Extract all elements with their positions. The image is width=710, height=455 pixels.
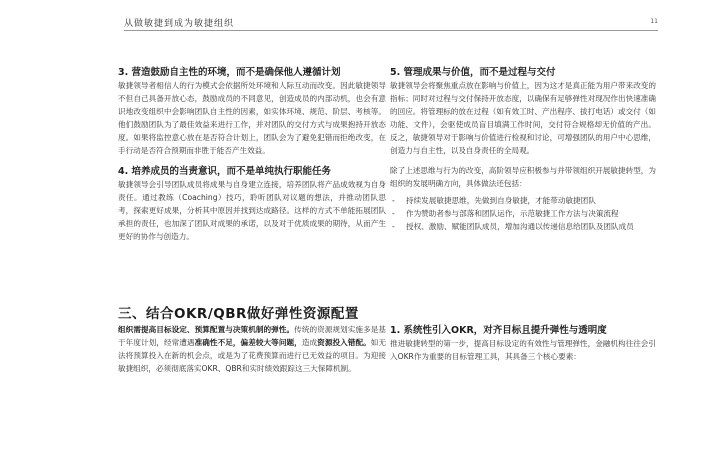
bottom-left-column <box>118 324 386 376</box>
lead-bold-3: 资源投入错配。 <box>317 337 371 347</box>
section-3-heading: 3. 营造鼓励自主性的环境，而不是确保他人遵循计划 <box>118 67 341 78</box>
chapter-heading: 三、结合OKR/QBR做好弹性资源配置 <box>118 306 359 322</box>
lead-text-1: 传统的资源规划实施多是基于年度计划，经常遭遇 <box>118 325 386 347</box>
okr-body: 推进敏捷转型的第一步，提高目标设定的有效性与管理弹性，金融机构往往会引入OKR作为重要的目标管理工具，其具备三个核心要素： <box>390 339 656 361</box>
okr-heading: 1. 系统性引入OKR，对齐目标且提升弹性与透明度 <box>390 325 607 336</box>
lead-bold-2: 准确性不足，偏差较大等问题， <box>194 337 302 347</box>
running-header <box>124 16 658 31</box>
bullet-dash: - <box>392 222 395 232</box>
bullet-dash: - <box>392 196 395 206</box>
section-4-body: 敏捷领导会引导团队成员将成果与自身建立连接，培养团队将产品成效视为自身责任。通过教练（Coaching）技巧，聆听团队对议题的想法，并推动团队思考，探索更好成果，分析其中原因并找到达成路径。这样的方式不单能拓展团队承担的责任，也加深了团队对成果的承诺，以及对于优质成果的期待，从而产生更好的协作与创造力。 <box>118 180 386 242</box>
list-item <box>390 195 656 208</box>
list-item <box>390 221 656 234</box>
bullet-dash: - <box>392 209 395 219</box>
list-item <box>390 208 656 221</box>
section-3-body: 敏捷领导者相信人的行为模式会依据所处环境和人际互动而改变。因此敏捷领导不但自己具备开放心态，鼓励成员的不同意见，创造成员的内部动机，也会有意识地改变组织中会影响团队自主性的因素，如实体环境、规范、阶层、考核等。他们鼓励团队为了最佳效益来进行工作，并对团队的交付方式与成果抱持开放态度。如果将监控意心放在是否符合计划上，团队会为了避免犯错而拒绝改变，在手行动是否符合预期而非胜于能否产生效益。 <box>118 81 386 155</box>
list-item-text: 授权、激励、赋能团队成员，增加沟通以传递信息给团队及团队成员 <box>406 222 634 232</box>
right-column <box>390 66 656 234</box>
practices-list <box>390 195 656 234</box>
left-column <box>118 66 386 244</box>
section-5-body: 敏捷领导会将聚焦重点放在影响与价值上，因为这才是真正能为用户带来改变的指标；同时对过程与交付保持开放态度，以确保有足够弹性对现况作出快速准确的回应。将管理标的放在过程（如有效工时、产出程序、拔打电话）或交付（如功能、文件），会驱使成员盲目填满工作时间，交付符合规格却无价值的产出。反之，敏捷领导对于影响与价值进行检视和讨论，可增强团队的用户中心思维，创造力与自主性，以及自身责任的全局观。 <box>390 81 656 155</box>
lead-text-2: 造成 <box>301 337 318 347</box>
lead-text-3: 如无法将预算投入在新的机会点，或是为了花费预算而进行已无效益的项目。为迎接敏捷组织，必须彻底落实OKR、QBR和实时绩效跟踪这三大保障机制。 <box>118 337 387 373</box>
list-item-text: 持续发展敏捷思维，先做到自身敏捷，才能带动敏捷团队 <box>406 196 596 206</box>
lead-paragraph <box>118 324 386 376</box>
page-number: 11 <box>650 18 658 25</box>
section-5-heading: 5. 管理成果与价值，而不是过程与交付 <box>390 67 556 78</box>
practices-intro: 除了上述思维与行为的改变，高阶领导应积极参与并带领组织开展敏捷转型，为组织的发展明确方向，具体做法还包括： <box>390 166 656 189</box>
list-item-text: 作为赞助者参与部落和团队运作，示范敏捷工作方法与决策流程 <box>406 209 619 219</box>
bottom-right-column <box>390 324 656 364</box>
section-4-heading: 4. 培养成员的当责意识，而不是单纯执行职能任务 <box>118 166 332 178</box>
header-title: 从做敏捷到成为敏捷组织 <box>124 19 235 29</box>
lead-bold-1: 组织需提高目标设定、预算配置与决策机制的弹性。 <box>118 325 295 334</box>
